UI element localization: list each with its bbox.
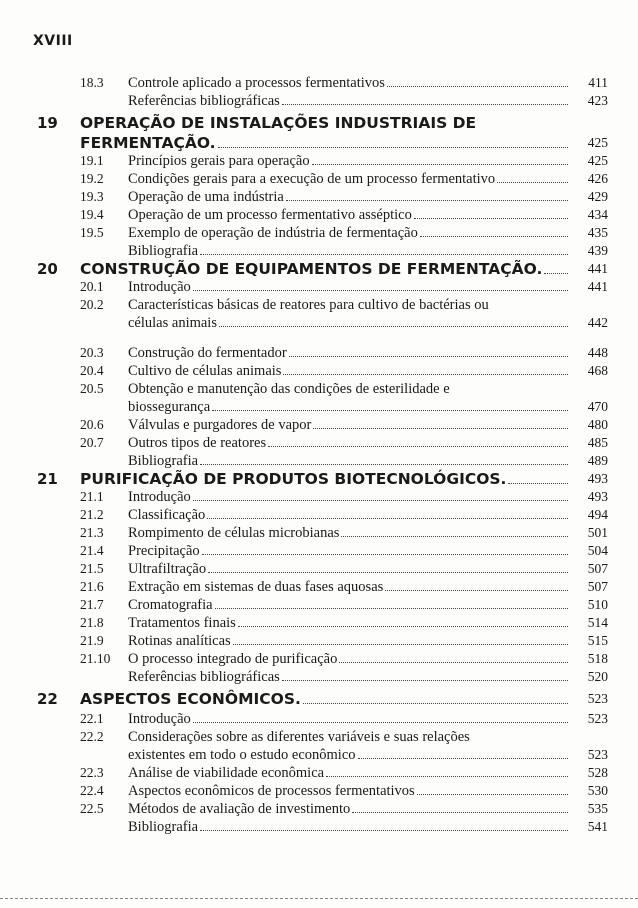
toc-chapter-title-text: OPERAÇÃO DE INSTALAÇÕES INDUSTRIAIS DE	[80, 114, 477, 132]
toc-entry-title[interactable]	[128, 170, 570, 188]
toc-page-number: 504	[587, 543, 608, 558]
toc-page-number: 441	[587, 261, 608, 276]
toc-entry-title-text: Condições gerais para a execução de um processo fermentativo	[128, 171, 496, 187]
toc-entry-title-text: Operação de um processo fermentativo asséptico	[128, 207, 412, 223]
toc-page-number: 523	[587, 691, 608, 706]
toc-entry-row	[0, 818, 638, 836]
toc-entry-title-text: Bibliografia	[128, 453, 199, 469]
toc-entry-title[interactable]	[128, 524, 570, 542]
toc-page-number: 523	[587, 747, 608, 762]
toc-entry-title[interactable]	[128, 344, 570, 362]
toc-entry-row	[0, 578, 638, 596]
dot-leader	[341, 524, 568, 537]
toc-page-number: 425	[587, 153, 608, 168]
toc-section-number: 21.6	[80, 579, 104, 594]
page-edge-divider	[0, 898, 638, 899]
toc-section-number: 22.1	[80, 711, 104, 726]
toc-chapter-number: 19	[37, 114, 58, 132]
toc-section-number: 21.9	[80, 633, 104, 648]
toc-page-number: 439	[587, 243, 608, 258]
dot-leader	[385, 578, 568, 591]
toc-page-number: 493	[587, 489, 608, 504]
toc-section-number: 19.1	[80, 153, 104, 168]
toc-chapter-number: 22	[37, 690, 58, 708]
toc-page-number: 434	[587, 207, 608, 222]
toc-entry-title[interactable]	[128, 434, 570, 452]
toc-entry-title-text: O processo integrado de purificação	[128, 651, 338, 667]
toc-page-number: 485	[587, 435, 608, 450]
toc-entry-title-text: Controle aplicado a processos fermentativos	[128, 75, 385, 91]
dot-leader	[238, 614, 568, 627]
toc-entry-title-text: Operação de uma indústria	[128, 189, 284, 205]
toc-page-number: 435	[587, 225, 608, 240]
toc-entry-row	[0, 434, 638, 452]
toc-section-number: 19.3	[80, 189, 104, 204]
toc-chapter-title-text: ASPECTOS ECONÔMICOS.	[80, 690, 301, 708]
toc-entry-title-text: Bibliografia	[128, 819, 199, 835]
toc-entry-row	[0, 764, 638, 782]
toc-section-number: 21.2	[80, 507, 104, 522]
toc-section-number: 18.3	[80, 75, 104, 90]
dot-leader	[544, 261, 568, 274]
toc-page-number: 489	[587, 453, 608, 468]
toc-chapter-row	[0, 134, 638, 152]
toc-chapter-row	[0, 114, 638, 132]
toc-entry-row	[0, 380, 638, 398]
toc-entry-title-text: Introdução	[128, 279, 191, 295]
toc-page-number: 426	[587, 171, 608, 186]
toc-entry-title[interactable]	[128, 188, 570, 206]
dot-leader	[193, 278, 568, 291]
toc-entry-title-text: Bibliografia	[128, 243, 199, 259]
toc-page-number: 411	[588, 75, 608, 90]
toc-entry-row	[0, 314, 638, 332]
toc-entry-title-text: Referências bibliográficas	[128, 669, 280, 685]
toc-page-number: 448	[587, 345, 608, 360]
toc-page-number: 429	[587, 189, 608, 204]
toc-section-number: 21.8	[80, 615, 104, 630]
toc-section-number: 21.5	[80, 561, 104, 576]
dot-leader	[283, 362, 568, 375]
toc-entry-title-text: Cromatografia	[128, 597, 213, 613]
toc-section-number: 21.4	[80, 543, 104, 558]
toc-entry-title-text: Cultivo de células animais	[128, 363, 282, 379]
toc-entry-title[interactable]	[128, 152, 570, 170]
toc-entry-title-text: Referências bibliográficas	[128, 93, 280, 109]
dot-leader	[208, 560, 568, 573]
toc-section-number: 20.2	[80, 297, 104, 312]
toc-page-number: 480	[587, 417, 608, 432]
toc-entry-row	[0, 542, 638, 560]
toc-entry-title-text: Princípios gerais para operação	[128, 153, 310, 169]
toc-entry-row	[0, 344, 638, 362]
toc-chapter-number: 21	[37, 470, 58, 488]
toc-entry-title[interactable]	[128, 362, 570, 380]
toc-chapter-title[interactable]	[80, 690, 570, 708]
dot-leader	[218, 135, 568, 148]
toc-section-number: 22.5	[80, 801, 104, 816]
toc-entry-title[interactable]	[128, 764, 570, 782]
toc-page-number: 530	[587, 783, 608, 798]
toc-entry-row	[0, 650, 638, 668]
toc-entry-row	[0, 668, 638, 686]
toc-entry-title[interactable]	[128, 242, 570, 260]
dot-leader	[233, 632, 568, 645]
toc-entry-title-text: Considerações sobre as diferentes variáveis e suas relações	[128, 729, 470, 745]
toc-page-number: 470	[587, 399, 608, 414]
toc-entry-title[interactable]	[128, 560, 570, 578]
toc-entry-title[interactable]	[128, 614, 570, 632]
toc-entry-title-text: Rompimento de células microbianas	[128, 525, 340, 541]
toc-entry-title-text: Análise de viabilidade econômica	[128, 765, 325, 781]
toc-chapter-title[interactable]	[80, 114, 570, 132]
toc-section-number: 21.10	[80, 651, 111, 666]
toc-entry-title[interactable]	[128, 224, 570, 242]
toc-section-number: 20.5	[80, 381, 104, 396]
toc-entry-row	[0, 152, 638, 170]
toc-entry-row	[0, 452, 638, 470]
toc-entry-title[interactable]	[128, 578, 570, 596]
toc-entry-title-text: Métodos de avaliação de investimento	[128, 801, 351, 817]
toc-chapter-title-text: FERMENTAÇÃO.	[80, 134, 216, 152]
toc-entry-row	[0, 170, 638, 188]
toc-entry-title[interactable]	[128, 398, 570, 416]
toc-entry-row	[0, 728, 638, 746]
toc-entry-title[interactable]	[128, 632, 570, 650]
toc-section-number: 20.1	[80, 279, 104, 294]
toc-entry-row	[0, 278, 638, 296]
toc-section-number: 20.6	[80, 417, 104, 432]
dot-leader	[289, 344, 568, 357]
dot-leader	[200, 818, 568, 831]
dot-leader	[387, 74, 568, 87]
dot-leader	[414, 206, 568, 219]
toc-chapter-title[interactable]	[80, 260, 570, 278]
dot-leader	[193, 710, 568, 723]
toc-entry-title[interactable]	[128, 818, 570, 836]
toc-entry-title-text: Precipitação	[128, 543, 200, 559]
dot-leader	[286, 188, 568, 201]
dot-leader	[200, 452, 568, 465]
toc-entry-title[interactable]	[128, 206, 570, 224]
toc-page-number: 518	[587, 651, 608, 666]
toc-chapter-row	[0, 470, 638, 488]
toc-page-number: 514	[587, 615, 608, 630]
toc-section-number: 22.3	[80, 765, 104, 780]
toc-entry-row	[0, 506, 638, 524]
toc-page-number: 520	[587, 669, 608, 684]
toc-entry-title-text: Outros tipos de reatores	[128, 435, 267, 451]
toc-entry-row	[0, 224, 638, 242]
toc-entry-title[interactable]	[128, 380, 570, 398]
toc-section-number: 19.4	[80, 207, 104, 222]
toc-entry-title[interactable]	[128, 650, 570, 668]
dot-leader	[268, 434, 568, 447]
toc-entry-title-text: existentes em todo o estudo econômico	[128, 747, 356, 763]
toc-page-number: 535	[587, 801, 608, 816]
toc-entry-title-text: Introdução	[128, 711, 191, 727]
toc-entry-title[interactable]	[128, 542, 570, 560]
toc-entry-title[interactable]	[128, 800, 570, 818]
toc-entry-title-text: Classificação	[128, 507, 206, 523]
toc-section-number: 19.2	[80, 171, 104, 186]
toc-entry-title-text: Extração em sistemas de duas fases aquosas	[128, 579, 384, 595]
toc-section-number: 21.3	[80, 525, 104, 540]
toc-entry-title-text: Tratamentos finais	[128, 615, 236, 631]
toc-page-number: 528	[587, 765, 608, 780]
toc-page-number: 523	[587, 711, 608, 726]
toc-page-number: 468	[587, 363, 608, 378]
toc-entry-row	[0, 560, 638, 578]
toc-entry-title[interactable]	[128, 710, 570, 728]
toc-section-number: 20.7	[80, 435, 104, 450]
toc-entry-title[interactable]	[128, 416, 570, 434]
toc-entry-title[interactable]	[128, 278, 570, 296]
toc-section-number: 20.4	[80, 363, 104, 378]
toc-entry-title-text: Características básicas de reatores para cultivo de bactérias ou	[128, 297, 489, 313]
toc-entry-title[interactable]	[128, 506, 570, 524]
toc-entry-title[interactable]	[128, 452, 570, 470]
dot-leader	[193, 488, 568, 501]
toc-entry-title[interactable]	[128, 488, 570, 506]
toc-entry-title[interactable]	[128, 314, 570, 332]
toc-entry-title-text: Construção do fermentador	[128, 345, 287, 361]
toc-entry-title[interactable]	[128, 296, 570, 314]
toc-section-number: 20.3	[80, 345, 104, 360]
toc-entry-row	[0, 596, 638, 614]
toc-entry-row	[0, 710, 638, 728]
toc-entry-row	[0, 488, 638, 506]
dot-leader	[282, 92, 568, 105]
dot-leader	[303, 691, 568, 704]
dot-leader	[420, 224, 568, 237]
dot-leader	[219, 314, 568, 327]
toc-page-number: 515	[587, 633, 608, 648]
toc-page-number: 442	[587, 315, 608, 330]
dot-leader	[508, 471, 568, 484]
dot-leader	[207, 506, 568, 519]
toc-page-number: 510	[587, 597, 608, 612]
dot-leader	[326, 764, 568, 777]
toc-chapter-title[interactable]	[80, 134, 570, 152]
toc-entry-title-text: Aspectos econômicos de processos fermentativos	[128, 783, 415, 799]
dot-leader	[282, 668, 568, 681]
toc-entry-title[interactable]	[128, 782, 570, 800]
toc-entry-title-text: Válvulas e purgadores de vapor	[128, 417, 312, 433]
toc-entry-row	[0, 296, 638, 314]
toc-entry-title-text: Introdução	[128, 489, 191, 505]
toc-page-number: 441	[587, 279, 608, 294]
dot-leader	[212, 398, 568, 411]
toc-entry-row	[0, 524, 638, 542]
toc-entry-title-text: biossegurança	[128, 399, 211, 415]
dot-leader	[313, 416, 568, 429]
toc-entry-title-text: Obtenção e manutenção das condições de esterilidade e	[128, 381, 450, 397]
toc-entry-title[interactable]	[128, 74, 570, 92]
toc-page-number: 507	[587, 579, 608, 594]
toc-entry-row	[0, 74, 638, 92]
toc-page-number: 493	[587, 471, 608, 486]
toc-chapter-title-text: PURIFICAÇÃO DE PRODUTOS BIOTECNOLÓGICOS.	[80, 470, 507, 488]
toc-page-number: 494	[587, 507, 608, 522]
dot-leader	[497, 170, 568, 183]
toc-chapter-title[interactable]	[80, 470, 570, 488]
toc-page-number: 541	[587, 819, 608, 834]
toc-entry-row	[0, 362, 638, 380]
toc-entry-row	[0, 632, 638, 650]
toc-entry-title-text: Ultrafiltração	[128, 561, 207, 577]
toc-chapter-row	[0, 260, 638, 278]
toc-entry-title-text: Exemplo de operação de indústria de fermentação	[128, 225, 418, 241]
toc-chapter-row	[0, 690, 638, 708]
toc-entry-row	[0, 800, 638, 818]
toc-entry-row	[0, 188, 638, 206]
toc-page-number: 507	[587, 561, 608, 576]
toc-entry-row	[0, 92, 638, 110]
toc-section-number: 19.5	[80, 225, 104, 240]
toc-entry-title[interactable]	[128, 746, 570, 764]
toc-section-number: 21.7	[80, 597, 104, 612]
toc-entry-title-text: células animais	[128, 315, 217, 331]
toc-entry-title[interactable]	[128, 596, 570, 614]
dot-leader	[339, 650, 568, 663]
dot-leader	[200, 242, 568, 255]
toc-section-number: 21.1	[80, 489, 104, 504]
dot-leader	[202, 542, 568, 555]
toc-page-number: 501	[587, 525, 608, 540]
toc-entry-row	[0, 746, 638, 764]
toc-entry-title[interactable]	[128, 668, 570, 686]
toc-entry-row	[0, 398, 638, 416]
dot-leader	[312, 152, 568, 165]
toc-entry-row	[0, 782, 638, 800]
toc-entry-row	[0, 242, 638, 260]
toc-entry-title[interactable]	[128, 728, 570, 746]
toc-page-number: 425	[587, 135, 608, 150]
toc-section-number: 22.4	[80, 783, 104, 798]
toc-entry-row	[0, 416, 638, 434]
toc-entry-title-text: Rotinas analíticas	[128, 633, 231, 649]
toc-chapter-number: 20	[37, 260, 58, 278]
page-number: XVIII	[33, 33, 73, 49]
dot-leader	[215, 596, 568, 609]
toc-entry-row	[0, 206, 638, 224]
dot-leader	[417, 782, 568, 795]
dot-leader	[358, 746, 568, 759]
toc-section-number: 22.2	[80, 729, 104, 744]
dot-leader	[352, 800, 568, 813]
toc-chapter-title-text: CONSTRUÇÃO DE EQUIPAMENTOS DE FERMENTAÇÃO.	[80, 260, 543, 278]
toc-entry-title[interactable]	[128, 92, 570, 110]
toc-entry-row	[0, 614, 638, 632]
toc-page-number: 423	[587, 93, 608, 108]
